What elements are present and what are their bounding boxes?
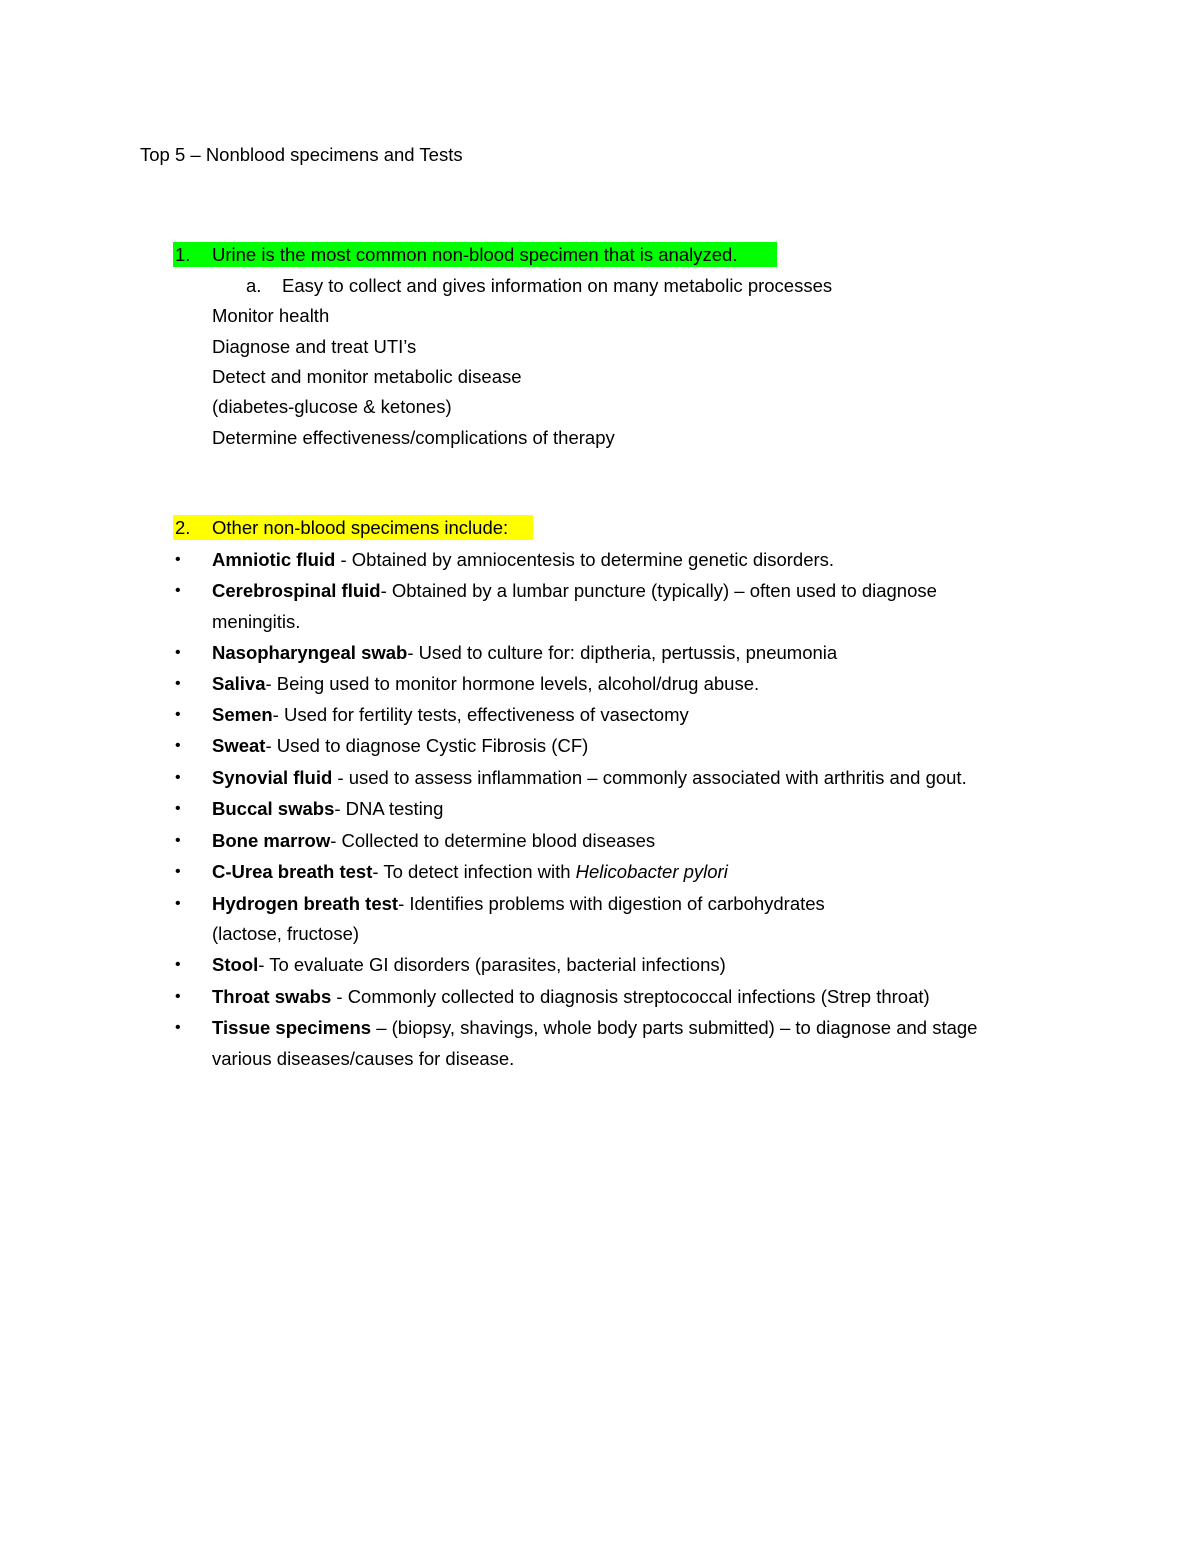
specimen-description: - Being used to monitor hormone levels, alcohol/drug abuse. [265,673,760,694]
section1-line: Determine effectiveness/complications of therapy [212,427,615,448]
section2-number: 2. [175,517,191,538]
bullet-icon: • [175,895,181,912]
specimen-description: - Commonly collected to diagnosis streptococcal infections (Strep throat) [331,986,930,1007]
bullet-icon: • [175,1019,181,1036]
bullet-icon: • [175,551,181,568]
bullet-icon: • [175,737,181,754]
specimen-description: - Obtained by a lumbar puncture (typically) – often used to diagnose [380,580,937,601]
specimen-description: - Obtained by amniocentesis to determine genetic disorders. [335,549,835,570]
list-item [212,1016,977,1040]
specimen-term: Synovial fluid [212,767,333,788]
bullet-icon: • [175,800,181,817]
bullet-icon: • [175,769,181,786]
list-item-continuation: meningitis. [212,611,301,632]
specimen-term: Nasopharyngeal swab [212,642,408,663]
list-item [212,953,726,977]
bullet-icon: • [175,706,181,723]
section1-line: Detect and monitor metabolic disease [212,366,522,387]
specimen-term: Cerebrospinal fluid [212,580,381,601]
bullet-icon: • [175,832,181,849]
section1-number: 1. [175,244,191,265]
list-item [212,579,937,603]
specimen-term: Buccal swabs [212,798,335,819]
bullet-icon: • [175,956,181,973]
bullet-icon: • [175,644,181,661]
section1-sub-letter: a. [246,275,262,296]
list-item [212,703,689,727]
specimen-description: - used to assess inflammation – commonly associated with arthritis and gout. [332,767,967,788]
specimen-description: – (biopsy, shavings, whole body parts submitted) – to diagnose and stage [371,1017,978,1038]
list-item [212,829,655,853]
list-item [212,985,930,1009]
specimen-term: Amniotic fluid [212,549,336,570]
section1-line: Monitor health [212,305,330,326]
specimen-term: C-Urea breath test [212,861,373,882]
organism-name: Helicobacter pylori [575,861,728,882]
specimen-description: - To detect infection with [372,861,576,882]
specimen-description: - Used for fertility tests, effectiveness of vasectomy [272,704,689,725]
specimen-term: Sweat [212,735,266,756]
list-item-continuation: (lactose, fructose) [212,923,360,944]
list-item [212,766,967,790]
specimen-description: - To evaluate GI disorders (parasites, bacterial infections) [258,954,726,975]
specimen-term: Bone marrow [212,830,331,851]
document-title: Top 5 – Nonblood specimens and Tests [140,144,463,165]
list-item [212,892,825,916]
specimen-description: - Collected to determine blood diseases [330,830,656,851]
bullet-icon: • [175,582,181,599]
bullet-icon: • [175,988,181,1005]
list-item [212,797,443,821]
specimen-term: Tissue specimens [212,1017,372,1038]
list-item [212,641,837,665]
list-item [212,860,728,884]
specimen-description: - Used to diagnose Cystic Fibrosis (CF) [265,735,589,756]
specimen-term: Stool [212,954,259,975]
specimen-description: - DNA testing [334,798,444,819]
specimen-term: Semen [212,704,273,725]
list-item [212,548,834,572]
section1-heading: Urine is the most common non-blood specimen that is analyzed. [212,244,738,265]
section2-heading: Other non-blood specimens include: [212,517,509,538]
section1-line: Diagnose and treat UTI’s [212,336,417,357]
specimen-description: - Identifies problems with digestion of carbohydrates [398,893,825,914]
specimen-description: - Used to culture for: diptheria, pertussis, pneumonia [407,642,838,663]
list-item-continuation: various diseases/causes for disease. [212,1048,515,1069]
section1-sub-text: Easy to collect and gives information on many metabolic processes [282,275,833,296]
bullet-icon: • [175,863,181,880]
specimen-term: Saliva [212,673,266,694]
bullet-icon: • [175,675,181,692]
list-item [212,734,588,758]
specimen-term: Throat swabs [212,986,332,1007]
list-item [212,672,759,696]
specimen-term: Hydrogen breath test [212,893,399,914]
section1-line: (diabetes-glucose & ketones) [212,396,452,417]
